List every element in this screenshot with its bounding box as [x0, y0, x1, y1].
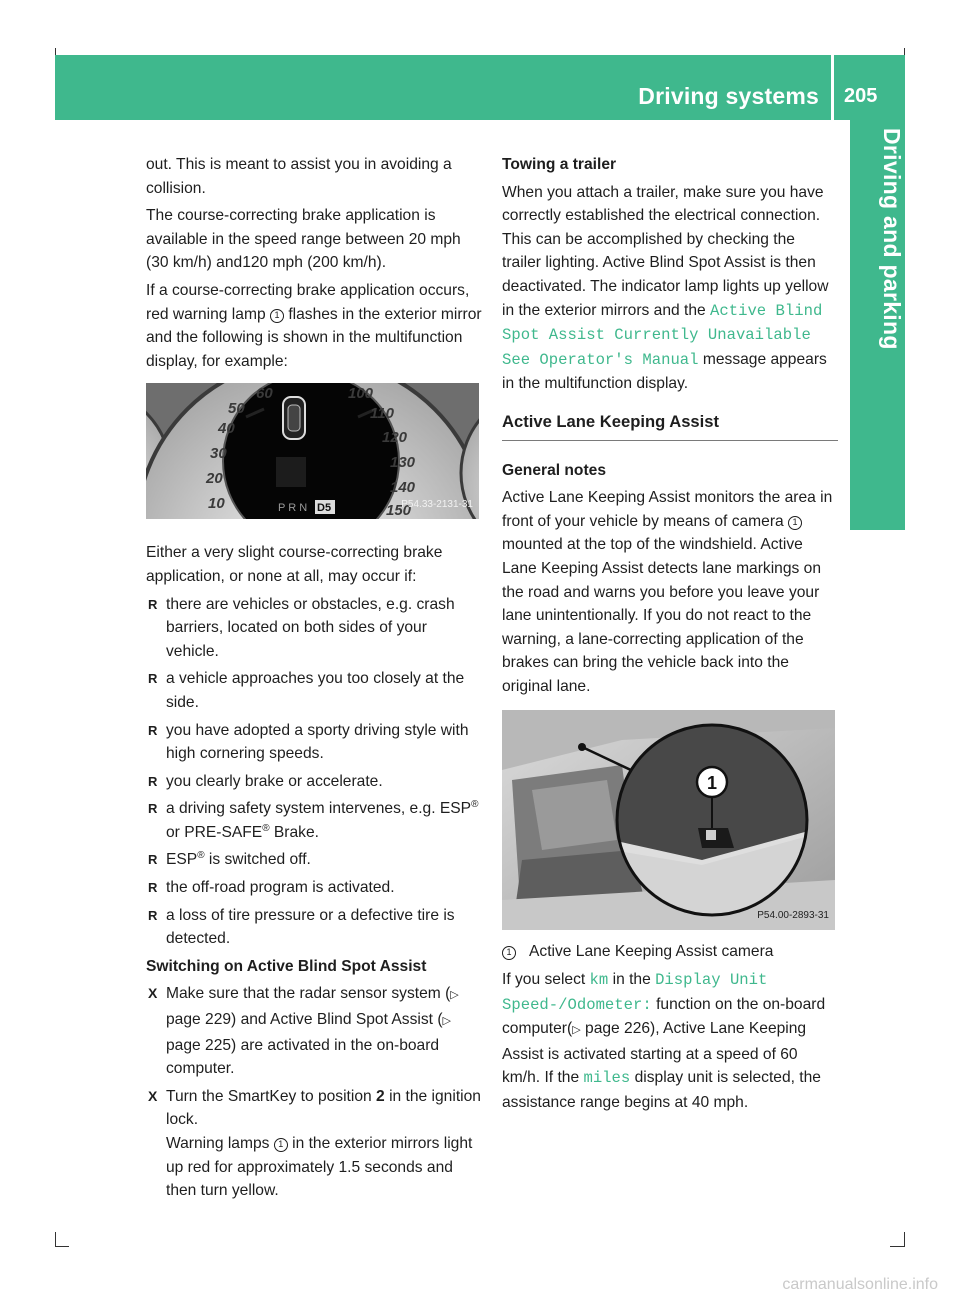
- speed-label-60: 60: [256, 385, 273, 403]
- text-run: flashes in the exterior mirror and the following is shown in the multifunction display, for example:: [146, 305, 482, 370]
- text-run: mounted at the top of the windshield. Active Lane Keeping Assist detects lane markings on the road and warns you before you leave your lane unintentionally. If you do not react to the warning, a lane-correcting application of the brakes can bring the vehicle back into the original lane.: [502, 536, 822, 695]
- text-run: display unit is selected, the assistance range begins at 40 mph.: [502, 1069, 821, 1112]
- gear-indicator: P R N: [278, 502, 308, 515]
- list-item: R a vehicle approaches you too closely at the side.: [146, 667, 482, 714]
- display-unit-miles: miles: [583, 1069, 631, 1088]
- caption-text: Active Lane Keeping Assist camera: [529, 943, 774, 961]
- display-unit-km: km: [589, 971, 609, 990]
- paragraph: [502, 968, 838, 1115]
- left-column: [146, 153, 482, 1207]
- instruction-step: [146, 982, 482, 1080]
- page-ref-arrow-icon: ▷: [450, 989, 459, 1002]
- paragraph: [146, 279, 482, 373]
- text-run: Make sure that the radar sensor system (: [166, 985, 451, 1003]
- speed-label-140: 140: [390, 479, 416, 497]
- speed-label-20: 20: [206, 470, 223, 488]
- section-title: Driving systems: [638, 83, 819, 109]
- registered-mark: ®: [471, 799, 479, 811]
- subheading: Switching on Active Blind Spot Assist: [146, 957, 427, 975]
- subheading: General notes: [502, 461, 606, 479]
- crop-mark-br-h: [890, 1246, 905, 1247]
- figure-caption: [502, 940, 838, 964]
- callout-1-icon: 1: [274, 1138, 288, 1152]
- text-run: in the exterior mirrors light up red for approximately 1.5 seconds and then turn yellow.: [166, 1135, 473, 1200]
- speed-label-100: 100: [348, 385, 374, 403]
- list-item: R you have adopted a sporty driving style with high cornering speeds.: [146, 719, 482, 766]
- speedometer-figure: [146, 383, 479, 519]
- list-item: R you clearly brake or accelerate.: [146, 770, 482, 794]
- text-run: is switched off.: [204, 851, 311, 869]
- figure-code: P54.00-2893-31: [757, 909, 829, 921]
- paragraph: [502, 486, 838, 698]
- paragraph: out. This is meant to assist you in avoiding a collision.: [146, 156, 452, 197]
- speed-label-150: 150: [386, 502, 412, 520]
- callout-1-label: 1: [706, 773, 718, 794]
- text-run: in the: [608, 971, 656, 989]
- text-run: a driving safety system intervenes, e.g. ESP: [166, 800, 472, 818]
- subheading: Towing a trailer: [502, 156, 617, 173]
- page-ref-arrow-icon: ▷: [442, 1015, 451, 1028]
- list-item: R a loss of tire pressure or a defective tire is detected.: [146, 904, 482, 951]
- crop-mark-bl-h: [55, 1246, 69, 1247]
- chapter-tab-label: Driving and parking: [879, 128, 905, 350]
- figure-code: P54.33-2131-31: [401, 498, 473, 510]
- text-run: function on the on-board computer(: [502, 995, 826, 1038]
- list-item: [146, 797, 482, 844]
- list-item: R there are vehicles or obstacles, e.g. crash barriers, located on both sides of your vehicle.: [146, 593, 482, 664]
- callout-1-icon: 1: [270, 309, 284, 323]
- text-run: Brake.: [269, 823, 319, 841]
- position-number: 2: [376, 1087, 385, 1105]
- text-run: ESP: [166, 851, 198, 869]
- text-run: or PRE-SAFE: [166, 823, 263, 841]
- registered-mark: ®: [197, 850, 205, 862]
- gear-selected: D5: [317, 502, 332, 515]
- speed-label-120: 120: [382, 429, 408, 447]
- text-run: Active Lane Keeping Assist monitors the area in front of your vehicle by means of camera: [502, 489, 833, 530]
- text-run: Turn the SmartKey to position: [166, 1087, 377, 1105]
- page-number: 205: [844, 85, 878, 107]
- registered-mark: ®: [262, 822, 270, 834]
- section-heading: Active Lane Keeping Assist: [502, 410, 838, 441]
- speed-label-130: 130: [390, 454, 416, 472]
- speed-label-40: 40: [218, 420, 235, 438]
- text-run: When you attach a trailer, make sure you have correctly established the electrical connection. This can be accomplished by checking the trailer lighting. Active Blind Spot Assist is then deactivated. The indicator lamp lights up yellow in the exterior mirrors and the: [502, 183, 829, 319]
- crop-mark-br-v: [904, 1232, 905, 1246]
- camera-illustration: [502, 710, 835, 930]
- paragraph: The course-correcting brake application is available in the speed range between 20 mph (30 km/h) and120 mph (200 km/h).: [146, 207, 461, 272]
- text-run: Warning lamps: [166, 1135, 270, 1152]
- list-item: R the off-road program is activated.: [146, 876, 482, 900]
- footer-watermark: carmanualsonline.info: [782, 1276, 938, 1293]
- callout-1-icon: 1: [788, 516, 802, 530]
- crop-mark-bl-v: [55, 1232, 56, 1246]
- page-header: [55, 55, 905, 120]
- text-run: page 226), Active Lane Keeping Assist is activated starting at a speed of 60 km/h. If the: [502, 1020, 807, 1087]
- camera-figure: [502, 710, 835, 930]
- text-run: message appears in the multifunction display.: [502, 350, 827, 393]
- speed-label-110: 110: [370, 405, 394, 423]
- paragraph: [502, 181, 838, 396]
- right-column: [502, 153, 838, 1119]
- page-ref-arrow-icon: ▷: [572, 1024, 581, 1037]
- list-item: [146, 848, 482, 872]
- text-run: page 225) are activated in the on-board computer.: [166, 1036, 440, 1078]
- callout-1-icon: 1: [502, 946, 516, 960]
- text-run: in the ignition lock.: [166, 1087, 481, 1129]
- header-separator: [831, 55, 834, 120]
- text-run: If a course-correcting brake application occurs, red warning lamp: [146, 281, 470, 323]
- text-run: page 229) and Active Blind Spot Assist (: [166, 1011, 443, 1029]
- speed-label-50: 50: [228, 400, 245, 418]
- instruction-step: [146, 1085, 482, 1203]
- paragraph: Either a very slight course-correcting brake application, or none at all, may occur if:: [146, 544, 443, 585]
- text-run: If you select: [502, 971, 590, 989]
- speed-label-30: 30: [210, 445, 227, 463]
- display-message: Active Blind Spot Assist Currently Unavailable See Operator's Manual: [502, 301, 823, 369]
- speed-label-10: 10: [208, 495, 225, 513]
- display-unit-menu: Display Unit Speed-/Odometer:: [502, 971, 768, 1014]
